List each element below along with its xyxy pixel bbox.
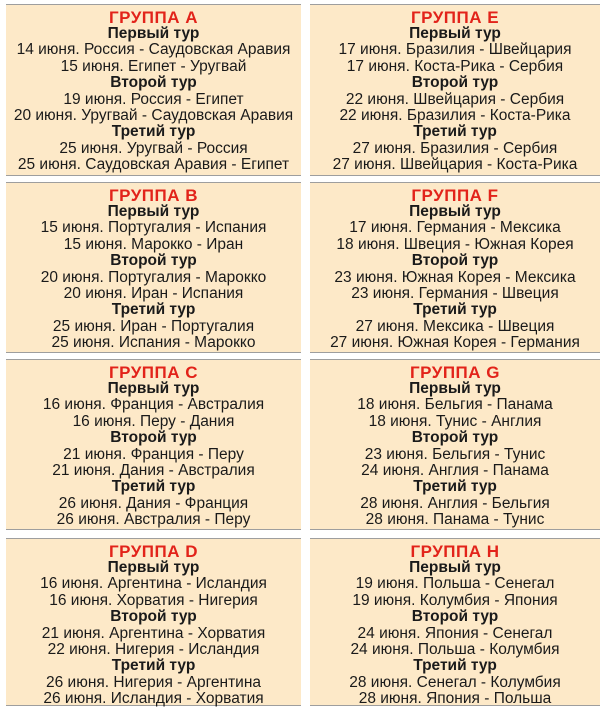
group-h-panel: [310, 538, 600, 706]
group-g-panel: [310, 359, 600, 530]
round-title: Первый тур: [107, 559, 200, 576]
match: 26 июня. Исландия - Хорватия: [43, 690, 264, 708]
match: 21 июня. Аргентина - Хорватия: [41, 624, 266, 642]
group-title: ГРУППА H: [410, 542, 500, 561]
match: 22 июня. Бразилия - Коста-Рика: [339, 107, 571, 125]
match: 27 июня. Бразилия - Сербия: [352, 139, 558, 157]
match: 14 июня. Россия - Саудовская Аравия: [16, 41, 291, 59]
group-e-panel: [310, 4, 600, 176]
match: 20 июня. Иран - Испания: [63, 285, 244, 303]
match: 25 июня. Уругвай - Россия: [59, 139, 248, 157]
round-title: Первый тур: [409, 203, 501, 220]
match: 17 июня. Бразилия - Швейцария: [338, 41, 572, 59]
match: 15 июня. Марокко - Иран: [63, 235, 244, 253]
round-title: Второй тур: [411, 608, 499, 626]
round-title: Второй тур: [411, 74, 499, 92]
match: 19 июня. Колумбия - Япония: [352, 591, 558, 609]
group-f-panel: [310, 182, 600, 353]
match: 28 июня. Япония - Польша: [358, 690, 552, 708]
match: 26 июня. Австралия - Перу: [56, 511, 251, 529]
match: 16 июня. Перу - Дания: [72, 412, 235, 430]
match: 22 июня. Нигерия - Исландия: [47, 641, 260, 659]
round-title: Первый тур: [409, 380, 501, 397]
match: 21 июня. Франция - Перу: [63, 445, 244, 463]
round-title: Первый тур: [409, 559, 501, 576]
match: 28 июня. Сенегал - Колумбия: [349, 673, 561, 691]
round-title: Второй тур: [411, 252, 499, 270]
round-title: Первый тур: [107, 203, 200, 220]
match: 24 июня. Япония - Сенегал: [357, 624, 553, 642]
match: 15 июня. Португалия - Испания: [40, 219, 267, 237]
match: 27 июня. Швейцария - Коста-Рика: [332, 156, 578, 174]
match: 25 июня. Саудовская Аравия - Египет: [17, 156, 290, 174]
round-title: Второй тур: [110, 74, 197, 92]
match: 15 июня. Египет - Уругвай: [60, 57, 247, 75]
match: 18 июня. Бельгия - Панама: [357, 396, 553, 414]
round-title: Второй тур: [411, 429, 499, 447]
match: 19 июня. Польша - Сенегал: [355, 575, 555, 593]
group-title: ГРУППА D: [108, 542, 199, 561]
match: 26 июня. Нигерия - Аргентина: [45, 673, 262, 691]
match: 16 июня. Аргентина - Исландия: [40, 575, 267, 593]
match: 25 июня. Иран - Португалия: [52, 317, 255, 335]
match: 27 июня. Мексика - Швеция: [355, 317, 555, 335]
round-title: Первый тур: [107, 25, 200, 42]
match: 23 июня. Германия - Швеция: [351, 285, 559, 303]
match: 17 июня. Коста-Рика - Сербия: [346, 57, 564, 75]
match: 28 июня. Англия - Бельгия: [360, 494, 550, 512]
match: 20 июня. Уругвай - Саудовская Аравия: [13, 107, 294, 125]
group-a-panel: [6, 4, 301, 176]
match: 20 июня. Португалия - Марокко: [40, 268, 267, 286]
match: 17 июня. Германия - Мексика: [349, 219, 561, 237]
round-title: Первый тур: [409, 25, 501, 42]
group-title: ГРУППА C: [108, 363, 199, 382]
match: 25 июня. Испания - Марокко: [51, 334, 256, 352]
match: 19 июня. Россия - Египет: [63, 90, 244, 108]
group-title: ГРУППА G: [410, 363, 500, 382]
match: 18 июня. Швеция - Южная Корея: [336, 235, 574, 253]
group-c-panel: [6, 359, 301, 530]
match: 16 июня. Франция - Австралия: [42, 396, 265, 414]
match: 28 июня. Панама - Тунис: [365, 511, 545, 529]
match: 16 июня. Хорватия - Нигерия: [49, 591, 258, 609]
round-title: Второй тур: [110, 429, 197, 447]
group-title: ГРУППА F: [411, 186, 499, 205]
round-title: Третий тур: [413, 478, 497, 496]
group-title: ГРУППА А: [108, 8, 199, 27]
match: 21 июня. Дания - Австралия: [52, 462, 255, 480]
round-title: Третий тур: [111, 478, 196, 496]
match: 24 июня. Польша - Колумбия: [350, 641, 560, 659]
group-title: ГРУППА E: [410, 8, 500, 27]
round-title: Третий тур: [413, 123, 497, 141]
round-title: Третий тур: [111, 301, 196, 319]
round-title: Третий тур: [111, 657, 196, 675]
round-title: Второй тур: [110, 608, 197, 626]
round-title: Третий тур: [413, 657, 497, 675]
match: 18 июня. Тунис - Англия: [368, 412, 542, 430]
match: 26 июня. Дания - Франция: [58, 494, 249, 512]
group-d-panel: [6, 538, 301, 706]
match: 23 июня. Бельгия - Тунис: [364, 445, 546, 463]
match: 27 июня. Южная Корея - Германия: [330, 334, 580, 352]
round-title: Первый тур: [107, 380, 200, 397]
round-title: Второй тур: [110, 252, 197, 270]
match: 22 июня. Швейцария - Сербия: [345, 90, 565, 108]
group-title: ГРУППА B: [108, 186, 199, 205]
round-title: Третий тур: [413, 301, 497, 319]
round-title: Третий тур: [111, 123, 196, 141]
match: 23 июня. Южная Корея - Мексика: [334, 268, 576, 286]
match: 24 июня. Англия - Панама: [361, 462, 549, 480]
group-b-panel: [6, 182, 301, 353]
